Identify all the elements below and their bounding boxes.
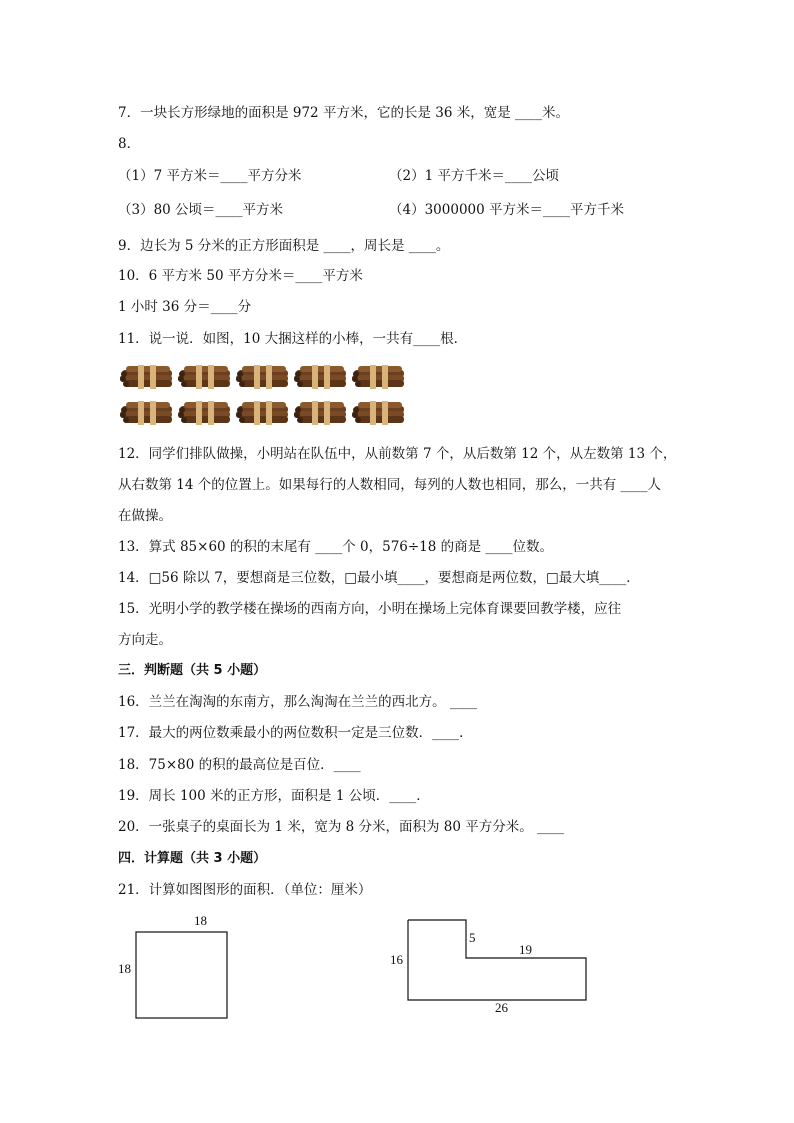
question-8-part-2: （2）1 平方千米＝____公顷	[389, 168, 559, 184]
question-17: 17．最大的两位数乘最小的两位数积一定是三位数．____．	[118, 725, 473, 741]
section-3-heading: 三．判断题（共 5 小题）	[118, 663, 267, 678]
square-top-label: 18	[194, 913, 207, 928]
bundle-1	[120, 365, 172, 389]
question-13: 13．算式 85×60 的积的末尾有 ____个 0，576÷18 的商是 ____位数。	[118, 539, 553, 555]
bundle-2	[178, 365, 230, 389]
bundle-8	[236, 401, 288, 425]
question-21: 21．计算如图图形的面积．（单位：厘米）	[118, 882, 372, 898]
l-shape-left-label: 16	[390, 952, 403, 967]
question-10-line-1: 10．6 平方米 50 平方分米＝____平方米	[118, 268, 363, 284]
question-15-line-1: 15．光明小学的教学楼在操场的西南方向，小明在操场上完体育课要回教学楼，应往	[118, 601, 622, 617]
question-16: 16．兰兰在淘淘的东南方，那么淘淘在兰兰的西北方。 ____	[118, 694, 477, 710]
bundle-10	[352, 401, 404, 425]
question-7: 7．一块长方形绿地的面积是 972 平方米，它的长是 36 米，宽是 ____米。	[118, 105, 569, 121]
bundle-7	[178, 401, 230, 425]
question-19: 19．周长 100 米的正方形，面积是 1 公顷．____．	[118, 788, 430, 804]
l-shape-notch-label: 5	[469, 930, 476, 945]
bundle-3	[236, 365, 288, 389]
question-14: 14．□56 除以 7，要想商是三位数，□最小填____，要想商是两位数，□最大填____．	[118, 570, 640, 586]
question-18: 18．75×80 的积的最高位是百位．____	[118, 757, 361, 773]
bundle-4	[294, 365, 346, 389]
square-left-label: 18	[118, 961, 131, 976]
section-4-heading: 四．计算题（共 3 小题）	[118, 851, 267, 866]
question-10-line-2: 1 小时 36 分＝____分	[118, 299, 252, 315]
question-8-part-4: （4）3000000 平方米＝____平方千米	[389, 202, 625, 218]
square-figure	[110, 910, 240, 1025]
bundle-5	[352, 365, 404, 389]
bundle-6	[120, 401, 172, 425]
question-12-line-3: 在做操。	[118, 508, 172, 524]
question-8-part-3: （3）80 公顷＝____平方米	[118, 202, 284, 218]
l-shape	[408, 920, 586, 1000]
question-20: 20．一张桌子的桌面长为 1 米，宽为 8 分米，面积为 80 平方分米。 ____	[118, 819, 565, 835]
question-12-line-2: 从右数第 14 个的位置上。如果每行的人数相同，每列的人数也相同，那么，一共有 ____人	[118, 477, 662, 493]
l-shape-figure	[385, 910, 595, 1020]
l-shape-step-label: 19	[519, 942, 532, 957]
question-9: 9．边长为 5 分米的正方形面积是 ____，周长是 ____。	[118, 238, 450, 254]
question-8-part-1: （1）7 平方米＝____平方分米	[118, 168, 302, 184]
bundle-9	[294, 401, 346, 425]
question-15-line-2: 方向走。	[118, 632, 172, 648]
question-8-title: 8．	[118, 136, 141, 152]
question-12-line-1: 12．同学们排队做操，小明站在队伍中，从前数第 7 个，从后数第 12 个，从左数第 13 个，	[118, 446, 677, 462]
stick-bundles-image	[118, 360, 408, 432]
question-11: 11．说一说．如图，10 大捆这样的小棒，一共有____根．	[118, 331, 468, 347]
l-shape-bottom-label: 26	[495, 1000, 508, 1015]
square-shape	[136, 932, 227, 1018]
